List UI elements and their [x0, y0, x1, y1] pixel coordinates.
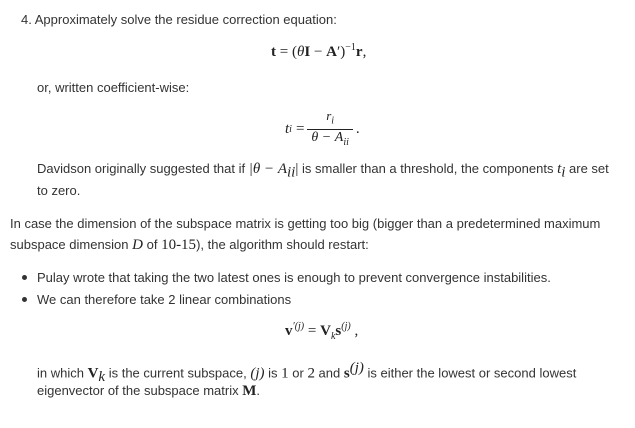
bullet-dot — [22, 297, 27, 302]
final-line1: in which $V_k$ is the current subspace, (j) is 1 or 2 and $s^{(j)}$ is either the lowest or second lowest — [37, 360, 577, 385]
final-line2: eigenvector of the subspace matrix M. — [37, 383, 261, 399]
bullet-item: Pulay wrote that taking the two latest ones is enough to prevent convergence instabilities. — [37, 270, 551, 285]
linear-combination-equation: $v^{'(j)} = V_ks^{(j)}$ , — [285, 321, 359, 342]
restart-line2: subspace dimension D of 10-15), the algorithm should restart: — [10, 237, 369, 253]
restart-line1: In case the dimension of the subspace matrix is getting too big (bigger than a predetermined maximum — [10, 216, 601, 231]
davidson-text-line2: to zero. — [37, 183, 81, 198]
bullet-dot — [22, 275, 27, 280]
step-4-text — [21, 12, 337, 27]
fraction: $\frac{r_i}{\theta - A_{ii}}$ — [307, 108, 352, 150]
step-number: 4. — [21, 12, 32, 27]
coefficient-text: or, written coefficient-wise: — [37, 80, 190, 95]
step-description: Approximately solve the residue correction equation: — [34, 12, 337, 27]
coefficient-equation: t i = $\frac{r_i}{\theta - A_{ii}}$ . — [285, 108, 360, 150]
residue-equation: $t = (\theta I - A')^{-1}r$, — [271, 42, 367, 60]
davidson-text: Davidson originally suggested that if $|\theta - A_{ii}|$ is smaller than a threshold, the components $t_i$ are set — [37, 161, 609, 181]
bullet-item: We can therefore take 2 linear combinations — [37, 292, 292, 307]
